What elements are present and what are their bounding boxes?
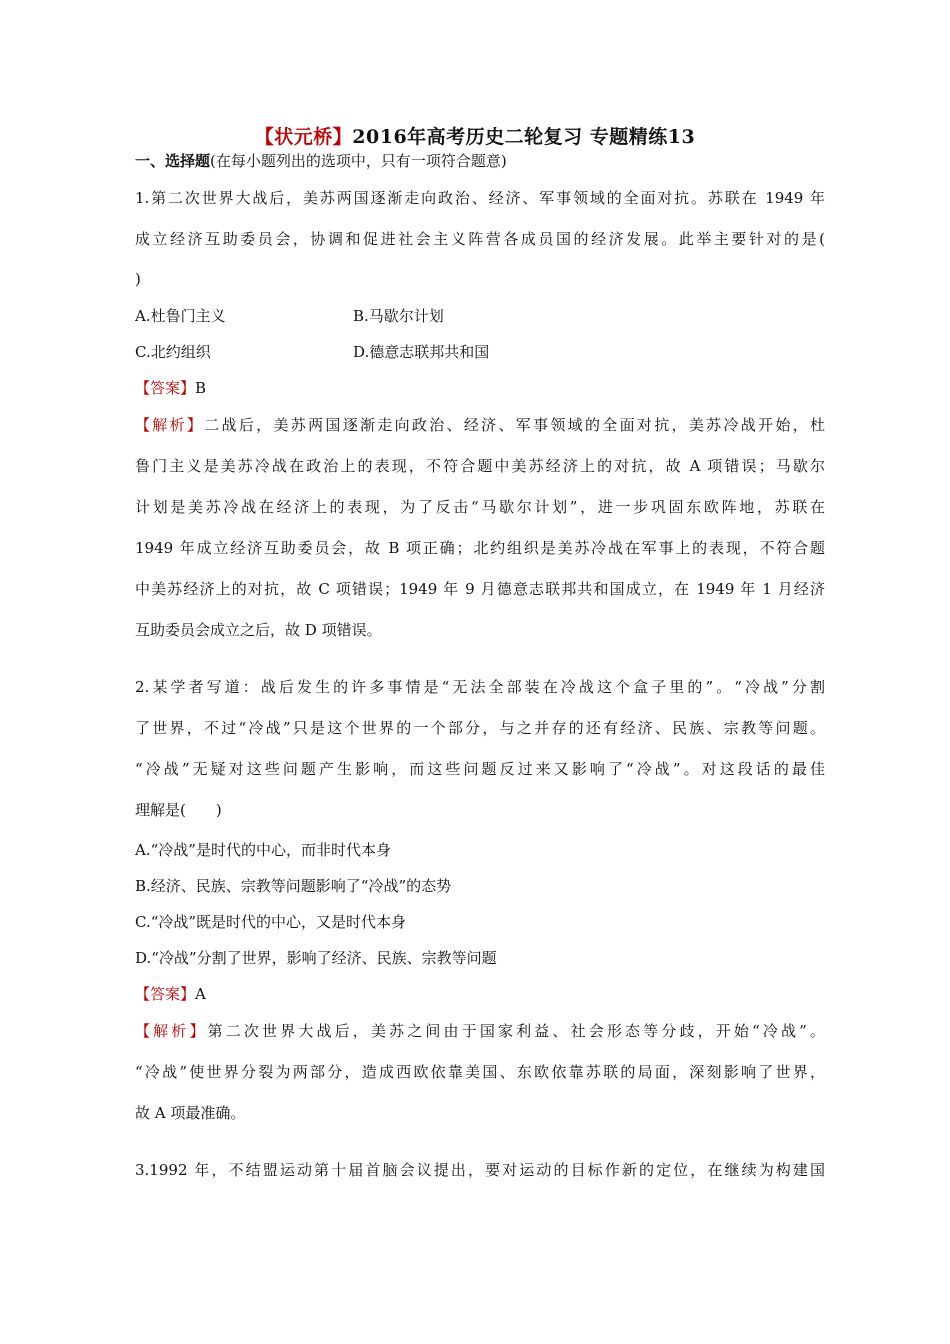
q1-option-d: D.德意志联邦共和国 bbox=[353, 343, 490, 361]
q1-option-c: C.北约组织 bbox=[135, 343, 211, 361]
q1-option-a: A.杜鲁门主义 bbox=[135, 307, 226, 325]
q2-stem-line: 2.某学者写道：战后发生的许多事情是“无法全部装在冷战这个盒子里的”。“冷战”分割 bbox=[135, 678, 825, 696]
q1-stem-line: 成立经济互助委员会，协调和促进社会主义阵营各成员国的经济发展。此举主要针对的是( bbox=[135, 230, 825, 248]
section-head: 一、选择题 bbox=[135, 152, 211, 170]
title-tag: 【状元桥】 bbox=[254, 126, 353, 148]
answer-tag: 【答案】 bbox=[135, 379, 196, 397]
q2-analysis-line: 故 A 项最准确。 bbox=[135, 1104, 246, 1122]
q1-analysis-line: 计划是美苏冷战在经济上的表现，为了反击“马歇尔计划”，进一步巩固东欧阵地，苏联在 bbox=[135, 498, 825, 516]
q2-option-b: B.经济、民族、宗教等问题影响了“冷战”的态势 bbox=[135, 877, 452, 895]
q2-analysis-line: 【解析】第二次世界大战后，美苏之间由于国家利益、社会形态等分歧，开始“冷战”。 bbox=[135, 1022, 825, 1040]
q1-analysis-line: 鲁门主义是美苏冷战在政治上的表现，不符合题中美苏经济上的对抗，故 A 项错误；马歇尔 bbox=[135, 457, 825, 475]
q1-options-row bbox=[135, 341, 825, 363]
answer-value: B bbox=[195, 379, 207, 397]
section-note: (在每小题列出的选项中，只有一项符合题意) bbox=[210, 152, 507, 170]
q1-stem-line: ) bbox=[135, 270, 141, 288]
analysis-tag: 【解析】 bbox=[135, 1022, 208, 1040]
q3-stem-line: 3.1992 年，不结盟运动第十届首脑会议提出，要对运动的目标作新的定位，在继续为构建国 bbox=[135, 1161, 825, 1179]
q2-stem-line: “冷战”无疑对这些问题产生影响，而这些问题反过来又影响了“冷战”。对这段话的最佳 bbox=[135, 760, 825, 778]
q1-analysis-line: 互助委员会成立之后，故 D 项错误。 bbox=[135, 621, 382, 639]
answer-tag: 【答案】 bbox=[135, 985, 196, 1003]
answer-value: A bbox=[195, 985, 206, 1003]
q2-stem-line: 理解是( ) bbox=[135, 801, 222, 819]
page-title bbox=[0, 122, 950, 149]
q1-analysis-line: 中美苏经济上的对抗，故 C 项错误；1949 年 9 月德意志联邦共和国成立，在 1949 年 1 月经济 bbox=[135, 580, 825, 598]
q2-stem-line: 了世界，不过“冷战”只是这个世界的一个部分，与之并存的还有经济、民族、宗教等问题。 bbox=[135, 719, 825, 737]
q2-option-c: C.“冷战”既是时代的中心，又是时代本身 bbox=[135, 913, 407, 931]
q1-answer bbox=[135, 377, 825, 399]
analysis-tag: 【解析】 bbox=[135, 416, 205, 434]
q1-option-b: B.马歇尔计划 bbox=[353, 307, 444, 325]
q1-options-row bbox=[135, 305, 825, 327]
q2-option-a: A.“冷战”是时代的中心，而非时代本身 bbox=[135, 841, 391, 859]
q2-analysis-line: “冷战”使世界分裂为两部分，造成西欧依靠美国、东欧依靠苏联的局面，深刻影响了世界， bbox=[135, 1063, 825, 1081]
q1-stem-line: 1.第二次世界大战后，美苏两国逐渐走向政治、经济、军事领域的全面对抗。苏联在 1949 年 bbox=[135, 189, 825, 207]
q1-analysis-line: 【解析】二战后，美苏两国逐渐走向政治、经济、军事领域的全面对抗，美苏冷战开始，杜 bbox=[135, 416, 825, 434]
q1-analysis-line: 1949 年成立经济互助委员会，故 B 项正确；北约组织是美苏冷战在军事上的表现，不符合题 bbox=[135, 539, 825, 557]
section-heading bbox=[135, 150, 825, 172]
title-text: 2016年高考历史二轮复习 专题精练13 bbox=[352, 126, 696, 148]
q2-answer bbox=[135, 983, 825, 1005]
q2-option-d: D.“冷战”分割了世界，影响了经济、民族、宗教等问题 bbox=[135, 949, 497, 967]
